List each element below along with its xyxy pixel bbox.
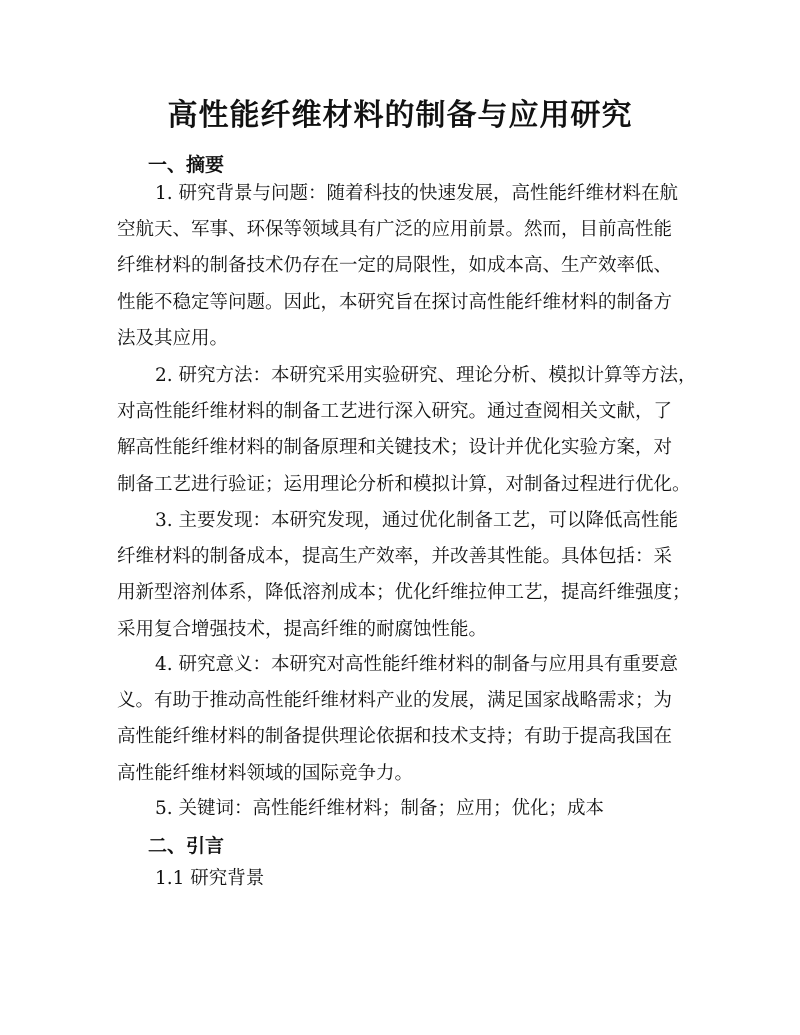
paragraph-line: 高性能纤维材料领域的国际竞争力。 [117, 762, 414, 784]
keywords-line: 5. 关键词：高性能纤维材料；制备；应用；优化；成本 [155, 798, 605, 819]
subsection-heading-background: 1.1 研究背景 [155, 868, 265, 889]
abstract-paragraph-1 [117, 176, 697, 357]
abstract-paragraph-4 [117, 647, 697, 792]
document-title: 高性能纤维材料的制备与应用研究 [167, 98, 633, 133]
abstract-paragraph-2 [117, 358, 697, 503]
paragraph-line: 解高性能纤维材料的制备原理和关键技术；设计并优化实验方案，对 [117, 437, 673, 459]
paragraph-line: 对高性能纤维材料的制备工艺进行深入研究。通过查阅相关文献，了 [117, 401, 673, 423]
paragraph-line: 纤维材料的制备成本，提高生产效率，并改善其性能。具体包括：采 [117, 546, 673, 568]
paragraph-line: 2. 研究方法：本研究采用实验研究、理论分析、模拟计算等方法， [155, 365, 697, 386]
paragraph-line: 4. 研究意义：本研究对高性能纤维材料的制备与应用具有重要意 [155, 654, 679, 675]
paragraph-line: 义。有助于推动高性能纤维材料产业的发展，满足国家战略需求；为 [117, 690, 673, 712]
paragraph-line: 用新型溶剂体系，降低溶剂成本；优化纤维拉伸工艺，提高纤维强度； [117, 582, 691, 604]
paragraph-line: 性能不稳定等问题。因此，本研究旨在探讨高性能纤维材料的制备方 [117, 291, 673, 313]
paragraph-line: 3. 主要发现：本研究发现，通过优化制备工艺，可以降低高性能 [155, 510, 679, 531]
paragraph-line: 空航天、军事、环保等领域具有广泛的应用前景。然而，目前高性能 [117, 219, 673, 241]
section-heading-abstract: 一、摘要 [148, 154, 225, 176]
abstract-paragraph-3 [117, 503, 697, 648]
paragraph-line: 法及其应用。 [117, 327, 229, 349]
paragraph-line: 制备工艺进行验证；运用理论分析和模拟计算，对制备过程进行优化。 [117, 473, 691, 495]
paragraph-line: 1. 研究背景与问题：随着科技的快速发展，高性能纤维材料在航 [155, 183, 679, 204]
section-heading-introduction: 二、引言 [148, 835, 225, 857]
abstract-keywords [117, 791, 697, 827]
paragraph-line: 高性能纤维材料的制备提供理论依据和技术支持；有助于提高我国在 [117, 726, 673, 748]
paragraph-line: 纤维材料的制备技术仍存在一定的局限性，如成本高、生产效率低、 [117, 255, 673, 277]
paragraph-line: 采用复合增强技术，提高纤维的耐腐蚀性能。 [117, 618, 488, 640]
